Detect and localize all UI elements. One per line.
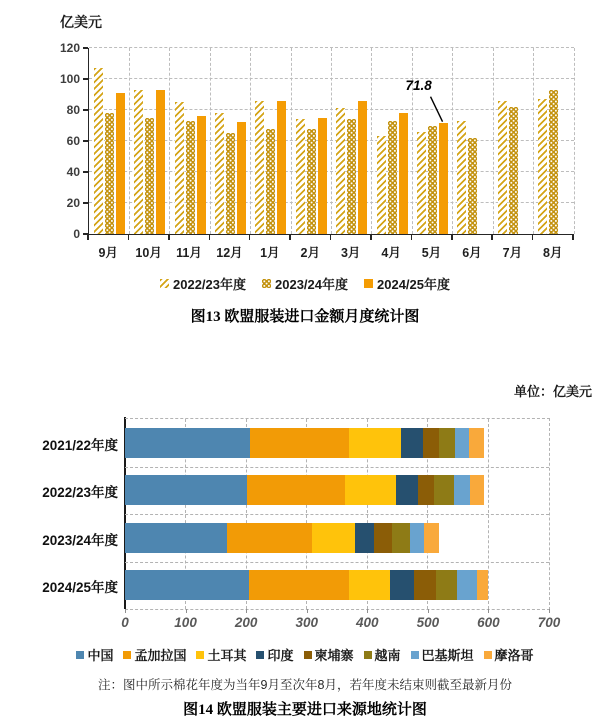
legend-swatch-icon [304, 651, 312, 659]
x-label-2月: 2月 [300, 246, 320, 260]
legend-item-孟加拉国 [123, 645, 186, 664]
legend-item-摩洛哥 [484, 645, 534, 664]
figure13-title: 图13 欧盟服装进口金额月度统计图 [190, 309, 420, 325]
x-label-6月: 6月 [462, 246, 482, 260]
gridline-x-7 [371, 48, 372, 234]
bar-segment-中国 [125, 570, 249, 600]
bar-2023/24年度-2月 [307, 129, 316, 234]
category-label-2022/23年度: 2022/23年度 [42, 485, 118, 501]
figure14-note: 注：图中所示棉花年度为当年9月至次年8月，若年度未结束则截至最新月份 [98, 678, 512, 692]
bar-2022/23年度-3月 [336, 108, 345, 234]
gridline-x-10 [493, 48, 494, 234]
bar-segment-柬埔寨 [418, 475, 435, 505]
figure14-plot-area [125, 418, 550, 610]
bar-segment-摩洛哥 [469, 428, 484, 458]
x-tick-6 [330, 235, 332, 240]
x-tick-label-200: 200 [234, 615, 258, 630]
x-tick-4 [249, 235, 251, 240]
x-label-5月: 5月 [421, 246, 442, 260]
bar-2022/23年度-5月 [417, 132, 426, 234]
figure14-title: 图14 欧盟服装主要进口来源地统计图 [183, 702, 427, 718]
x-tick-12 [572, 235, 574, 240]
bar-2023/24年度-12月 [226, 133, 235, 234]
bar-segment-印度 [396, 475, 417, 505]
annotation-value-label: 71.8 [405, 77, 432, 93]
legend-label: 柬埔寨 [314, 648, 354, 663]
bar-segment-越南 [434, 475, 454, 505]
legend-item-2022/23年度 [160, 274, 246, 293]
bar-segment-中国 [125, 428, 250, 458]
y-tick-label-120: 120 [59, 41, 80, 55]
legend-swatch-icon [364, 651, 372, 659]
legend-item-2023/24年度 [262, 274, 348, 293]
bar-2022/23年度-7月 [498, 101, 507, 234]
x-tick-100 [186, 609, 187, 613]
x-label-3月: 3月 [340, 246, 361, 260]
y-tick-100 [83, 78, 88, 80]
y-tick-20 [83, 202, 88, 204]
bar-2022/23年度-9月 [94, 68, 103, 234]
bar-2023/24年度-7月 [509, 107, 518, 234]
bar-2023/24年度-9月 [105, 113, 114, 234]
legend-swatch-icon [256, 651, 264, 659]
bar-2022/23年度-11月 [175, 102, 184, 234]
x-tick-label-100: 100 [174, 615, 197, 630]
bar-2023/24年度-3月 [347, 119, 356, 234]
bar-2022/23年度-10月 [134, 90, 143, 234]
y-tick-label-60: 60 [66, 134, 80, 148]
legend-label: 越南 [374, 648, 401, 663]
legend-swatch-icon [196, 651, 204, 659]
y-tick-label-20: 20 [66, 196, 80, 210]
x-tick-1 [128, 235, 130, 240]
bar-2024/25年度-5月 [439, 123, 448, 234]
x-tick-label-600: 600 [477, 615, 500, 630]
stacked-bar-2021/22年度 [125, 428, 484, 458]
bar-segment-摩洛哥 [477, 570, 489, 600]
bar-2024/25年度-10月 [156, 90, 165, 234]
bar-segment-摩洛哥 [470, 475, 485, 505]
x-tick-400 [367, 609, 368, 613]
bar-2024/25年度-4月 [399, 113, 408, 234]
bar-segment-印度 [390, 570, 414, 600]
x-tick-0 [87, 235, 89, 240]
bar-segment-巴基斯坦 [457, 570, 477, 600]
gridline-x-9 [452, 48, 453, 234]
bar-2022/23年度-8月 [538, 99, 547, 234]
x-label-11月: 11月 [176, 246, 202, 260]
legend-label: 中国 [87, 648, 114, 663]
x-tick-11 [532, 235, 534, 240]
stacked-bar-2022/23年度 [125, 475, 484, 505]
legend-label: 2022/23年度 [173, 277, 246, 292]
y-tick-label-100: 100 [59, 72, 80, 86]
gridline-x-2 [169, 48, 170, 234]
stacked-bar-2024/25年度 [125, 570, 488, 600]
legend-label: 孟加拉国 [134, 648, 187, 663]
x-tick-label-0: 0 [121, 615, 129, 630]
bar-2024/25年度-3月 [358, 101, 367, 234]
figure13-y-axis-unit-label: 亿美元 [60, 14, 102, 30]
bar-segment-巴基斯坦 [410, 523, 424, 553]
legend-swatch-icon [411, 651, 419, 659]
y-tick-label-40: 40 [66, 165, 80, 179]
legend-item-2024/25年度 [364, 274, 450, 293]
y-tick-80 [83, 109, 88, 111]
bar-2023/24年度-11月 [186, 121, 195, 234]
row-separator-2 [125, 514, 549, 515]
legend-swatch-icon [123, 651, 131, 659]
bar-2024/25年度-1月 [277, 101, 286, 234]
bar-2023/24年度-6月 [468, 138, 477, 234]
figure13-legend [0, 274, 610, 293]
legend-label: 2023/24年度 [275, 277, 348, 292]
bar-2022/23年度-4月 [377, 136, 386, 234]
bar-segment-越南 [436, 570, 457, 600]
legend-swatch-icon [484, 651, 492, 659]
bar-segment-孟加拉国 [227, 523, 311, 553]
legend-item-中国 [76, 645, 113, 664]
bar-segment-巴基斯坦 [454, 475, 469, 505]
x-tick-500 [428, 609, 429, 613]
bar-segment-柬埔寨 [423, 428, 439, 458]
bar-2024/25年度-9月 [116, 93, 125, 234]
y-tick-label-0: 0 [73, 227, 80, 241]
x-label-10月: 10月 [135, 246, 162, 260]
category-label-2023/24年度: 2023/24年度 [42, 532, 118, 548]
bar-segment-柬埔寨 [374, 523, 392, 553]
bar-segment-印度 [355, 523, 374, 553]
legend-label: 土耳其 [207, 648, 247, 663]
legend-item-印度 [256, 645, 293, 664]
bar-segment-巴基斯坦 [455, 428, 469, 458]
bar-segment-越南 [439, 428, 455, 458]
x-tick-10 [491, 235, 493, 240]
x-tick-200 [246, 609, 247, 613]
x-label-4月: 4月 [381, 246, 401, 260]
y-tick-60 [83, 140, 88, 142]
category-label-2021/22年度: 2021/22年度 [42, 437, 118, 453]
legend-swatch-dotted-icon [262, 279, 271, 288]
legend-item-巴基斯坦 [411, 645, 474, 664]
x-label-9月: 9月 [98, 246, 118, 260]
bar-segment-摩洛哥 [424, 523, 439, 553]
bar-2024/25年度-12月 [237, 122, 246, 234]
legend-item-越南 [364, 645, 401, 664]
figure14-unit-label: 单位：亿美元 [513, 384, 592, 399]
figure13-plot-area [88, 48, 574, 235]
x-label-12月: 12月 [216, 246, 243, 260]
x-tick-label-300: 300 [295, 615, 318, 630]
x-tick-label-400: 400 [356, 615, 379, 630]
x-label-1月: 1月 [260, 246, 280, 260]
bar-2022/23年度-1月 [255, 101, 264, 234]
bar-2023/24年度-4月 [388, 121, 397, 234]
row-separator-3 [125, 562, 549, 563]
stacked-bar-2023/24年度 [125, 523, 439, 553]
x-tick-label-500: 500 [416, 615, 440, 630]
bar-2024/25年度-11月 [197, 116, 206, 234]
gridline-x-12 [574, 48, 575, 234]
legend-swatch-striped-icon [160, 279, 169, 288]
x-tick-5 [289, 235, 291, 240]
y-tick-label-80: 80 [66, 103, 80, 117]
gridline-x-5 [291, 48, 292, 234]
bar-2023/24年度-5月 [428, 126, 437, 235]
legend-label: 印度 [267, 648, 294, 663]
x-tick-8 [411, 235, 413, 240]
row-separator-1 [125, 467, 549, 468]
gridline-x-8 [412, 48, 413, 234]
bar-segment-土耳其 [312, 523, 355, 553]
legend-item-柬埔寨 [304, 645, 354, 664]
figure14-legend [0, 645, 610, 664]
gridline-x-4 [250, 48, 251, 234]
x-tick-3 [209, 235, 211, 240]
x-tick-0 [125, 609, 126, 613]
gridline-x-11 [533, 48, 534, 234]
bar-segment-孟加拉国 [247, 475, 345, 505]
x-tick-9 [451, 235, 453, 240]
x-tick-300 [307, 609, 308, 613]
legend-label: 2024/25年度 [377, 277, 450, 292]
y-tick-120 [83, 47, 88, 49]
bar-segment-越南 [392, 523, 410, 553]
x-label-8月: 8月 [543, 246, 563, 260]
bar-segment-印度 [401, 428, 423, 458]
bar-segment-土耳其 [349, 570, 390, 600]
x-tick-label-700: 700 [537, 615, 561, 630]
bar-segment-中国 [125, 523, 227, 553]
legend-label: 巴基斯坦 [421, 648, 474, 663]
bar-2022/23年度-12月 [215, 113, 224, 234]
bar-2024/25年度-2月 [318, 118, 327, 234]
x-tick-600 [488, 609, 489, 613]
bar-segment-柬埔寨 [414, 570, 436, 600]
gridline-x-1 [129, 48, 130, 234]
y-tick-40 [83, 171, 88, 173]
legend-item-土耳其 [196, 645, 246, 664]
bar-2023/24年度-1月 [266, 129, 275, 234]
bar-2022/23年度-6月 [457, 121, 466, 234]
legend-swatch-icon [76, 651, 84, 659]
bar-2023/24年度-8月 [549, 90, 558, 234]
bar-segment-土耳其 [345, 475, 396, 505]
category-label-2024/25年度: 2024/25年度 [42, 580, 118, 596]
bar-segment-中国 [125, 475, 247, 505]
legend-label: 摩洛哥 [494, 648, 534, 663]
bar-2023/24年度-10月 [145, 118, 154, 234]
x-tick-700 [549, 609, 550, 613]
x-label-7月: 7月 [502, 246, 523, 260]
gridline-x-6 [331, 48, 332, 234]
gridline-x-3 [210, 48, 211, 234]
bar-2022/23年度-2月 [296, 119, 305, 234]
x-tick-2 [168, 235, 170, 240]
x-tick-7 [370, 235, 372, 240]
bar-segment-土耳其 [349, 428, 401, 458]
bar-segment-孟加拉国 [249, 570, 350, 600]
legend-swatch-solid-icon [364, 279, 373, 288]
bar-segment-孟加拉国 [250, 428, 348, 458]
